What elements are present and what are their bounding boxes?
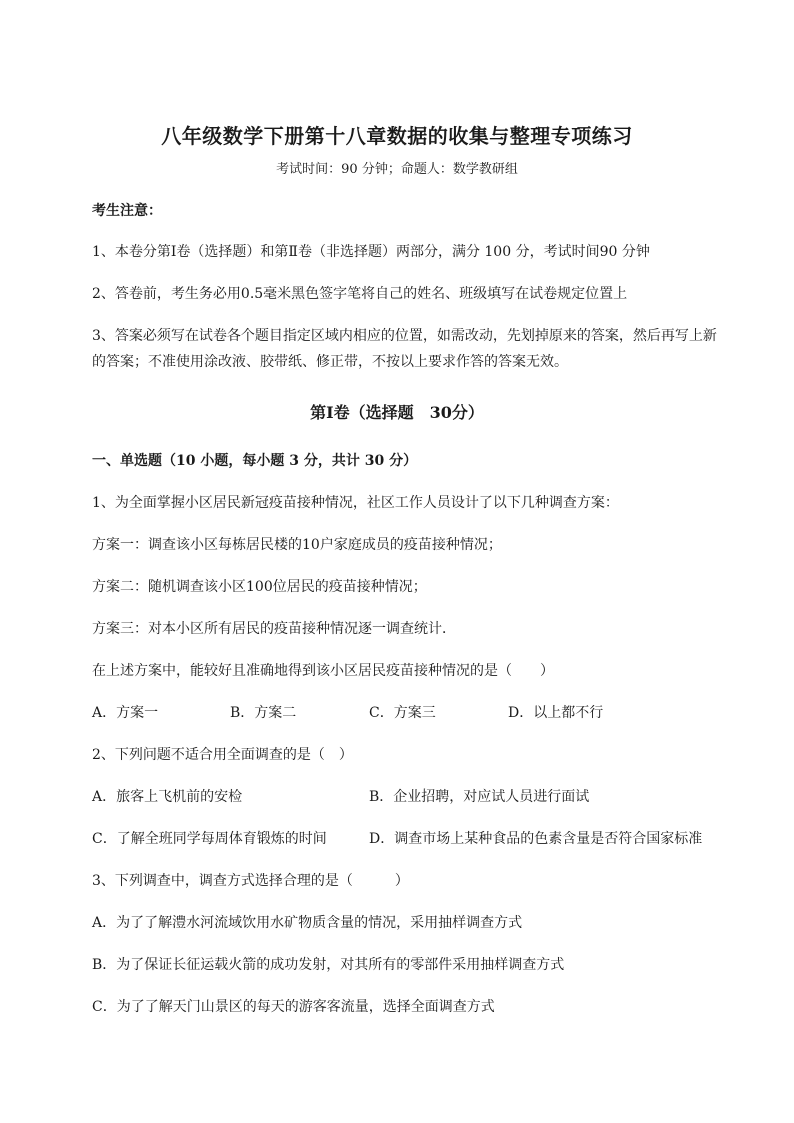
- q1-ask: 在上述方案中，能较好且准确地得到该小区居民疫苗接种情况的是（ ）: [92, 663, 554, 679]
- q1-option-d: D．以上都不行: [508, 705, 604, 721]
- section-title: 第Ⅰ卷（选择题 30分）: [310, 403, 484, 422]
- q1-option-c: C．方案三: [369, 705, 436, 721]
- q1-stem: 1、为全面掌握小区居民新冠疫苗接种情况，社区工作人员设计了以下几种调查方案：: [92, 495, 619, 511]
- q3-stem: 3、下列调查中，调查方式选择合理的是（ ）: [92, 873, 409, 889]
- q2-option-b: B．企业招聘，对应试人员进行面试: [369, 789, 590, 805]
- notice-heading: 考生注意：: [92, 203, 162, 219]
- notice-item-3-continued: 的答案；不准使用涂改液、胶带纸、修正带，不按以上要求作答的答案无效。: [92, 354, 568, 370]
- q3-option-a: A．为了了解澧水河流域饮用水矿物质含量的情况，采用抽样调查方式: [92, 915, 523, 931]
- q1-plan-1: 方案一：调查该小区每栋居民楼的10户家庭成员的疫苗接种情况；: [92, 537, 502, 553]
- q1-plan-2: 方案二：随机调查该小区100位居民的疫苗接种情况；: [92, 579, 427, 595]
- q2-option-d: D．调查市场上某种食品的色素含量是否符合国家标准: [369, 831, 703, 847]
- q3-option-b: B．为了保证长征运载火箭的成功发射，对其所有的零部件采用抽样调查方式: [92, 957, 565, 973]
- notice-item-3: 3、答案必须写在试卷各个题目指定区域内相应的位置，如需改动，先划掉原来的答案，然后再写上新: [92, 328, 717, 344]
- q3-option-c: C．为了了解天门山景区的每天的游客客流量，选择全面调查方式: [92, 999, 495, 1015]
- q1-option-b: B．方案二: [230, 705, 297, 721]
- q2-option-c: C．了解全班同学每周体育锻炼的时间: [92, 831, 327, 847]
- part-heading: 一、单选题（10 小题，每小题 3 分，共计 30 分）: [92, 453, 418, 469]
- q2-stem: 2、下列问题不适合用全面调查的是（ ）: [92, 747, 353, 763]
- exam-title: 八年级数学下册第十八章数据的收集与整理专项练习: [161, 124, 633, 148]
- notice-item-1: 1、本卷分第Ⅰ卷（选择题）和第Ⅱ卷（非选择题）两部分，满分 100 分，考试时间90 分钟: [92, 244, 650, 260]
- notice-item-2: 2、答卷前，考生务必用0.5毫米黑色签字笔将自己的姓名、班级填写在试卷规定位置上: [92, 286, 628, 302]
- q2-option-a: A．旅客上飞机前的安检: [92, 789, 243, 805]
- q1-option-a: A．方案一: [92, 705, 159, 721]
- exam-subtitle: 考试时间：90 分钟；命题人：数学教研组: [276, 162, 518, 177]
- q1-plan-3: 方案三：对本小区所有居民的疫苗接种情况逐一调查统计．: [92, 621, 456, 637]
